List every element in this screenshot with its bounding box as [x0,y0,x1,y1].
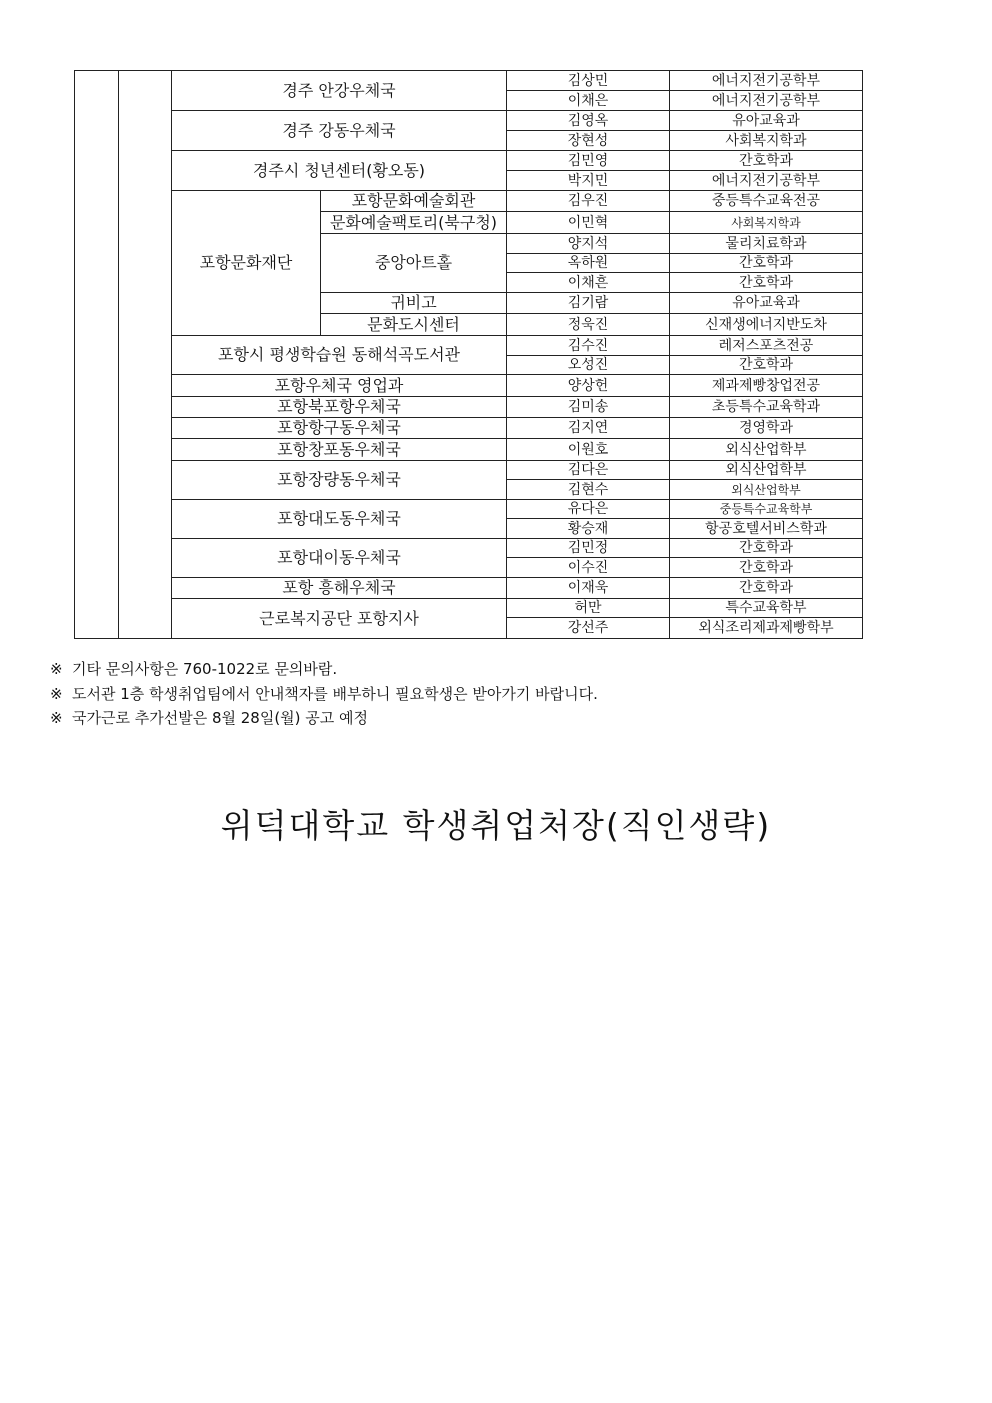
student-name-cell: 황승재 [507,519,670,539]
org-cell: 포항장량동우체국 [172,461,507,500]
table-row [75,336,863,356]
note-text: 기타 문의사항은 760-1022로 문의바람. [72,660,338,678]
department-cell: 중등특수교육학부 [670,500,863,519]
student-name-cell: 김현수 [507,480,670,500]
org-cell: 포항문화재단 [172,191,321,336]
department-cell: 유아교육과 [670,111,863,131]
department-cell: 간호학과 [670,151,863,171]
department-cell: 에너지전기공학부 [670,71,863,91]
venue-cell: 포항문화예술회관 [321,191,507,212]
note-text: 국가근로 추가선발은 8월 28일(월) 공고 예정 [72,709,369,727]
student-name-cell: 장현성 [507,131,670,151]
student-name-cell: 이민혁 [507,212,670,234]
category-column-blank [75,71,119,639]
student-name-cell: 김민영 [507,151,670,171]
org-cell: 포항시 평생학습원 동해석곡도서관 [172,336,507,375]
student-name-cell: 김상민 [507,71,670,91]
table-row [75,539,863,558]
department-cell: 간호학과 [670,273,863,293]
table-row [75,397,863,418]
notes-section [50,657,598,731]
student-name-cell: 김우진 [507,191,670,212]
department-cell: 에너지전기공학부 [670,171,863,191]
org-cell: 경주 안강우체국 [172,71,507,111]
venue-cell: 문화예술팩토리(북구청) [321,212,507,234]
department-cell: 특수교육학부 [670,599,863,618]
department-cell: 사회복지학과 [670,131,863,151]
student-name-cell: 이원호 [507,439,670,461]
student-name-cell: 김다은 [507,461,670,480]
table-row [75,111,863,131]
org-cell: 포항북포항우체국 [172,397,507,418]
department-cell: 경영학과 [670,418,863,439]
table-row [75,461,863,480]
student-name-cell: 박지민 [507,171,670,191]
department-cell: 간호학과 [670,356,863,375]
department-cell: 외식산업학부 [670,461,863,480]
student-name-cell: 옥하원 [507,254,670,273]
venue-cell: 귀비고 [321,293,507,314]
student-name-cell: 양상헌 [507,375,670,397]
student-name-cell: 김민정 [507,539,670,558]
student-name-cell: 이재욱 [507,578,670,599]
student-name-cell: 양지석 [507,234,670,254]
department-cell: 간호학과 [670,539,863,558]
department-cell: 외식조리제과제빵학부 [670,618,863,639]
note-inquiry [50,657,598,682]
table-row [75,71,863,91]
department-cell: 레저스포츠전공 [670,336,863,356]
table-row [75,191,863,212]
department-cell: 에너지전기공학부 [670,91,863,111]
assignment-table [74,70,863,639]
department-cell: 유아교육과 [670,293,863,314]
department-cell: 항공호텔서비스학과 [670,519,863,539]
note-additional-selection [50,706,598,731]
issuer-signature-line: 위덕대학교 학생취업처장(직인생략) [220,806,772,845]
student-name-cell: 유다은 [507,500,670,519]
student-name-cell: 오성진 [507,356,670,375]
table-row [75,375,863,397]
student-name-cell: 이채흔 [507,273,670,293]
org-cell: 포항우체국 영업과 [172,375,507,397]
note-text: 도서관 1층 학생취업팀에서 안내책자를 배부하니 필요학생은 받아가기 바랍니다. [72,684,598,703]
department-cell: 외식산업학부 [670,439,863,461]
student-name-cell: 강선주 [507,618,670,639]
reference-mark-icon: ※ [50,709,63,727]
org-cell: 근로복지공단 포항지사 [172,599,507,639]
venue-cell: 문화도시센터 [321,314,507,336]
student-name-cell: 김영옥 [507,111,670,131]
table-row [75,599,863,618]
reference-mark-icon: ※ [50,684,63,703]
student-name-cell: 김지연 [507,418,670,439]
org-cell: 포항항구동우체국 [172,418,507,439]
department-cell: 신재생에너지반도차 [670,314,863,336]
org-cell: 포항대도동우체국 [172,500,507,539]
table-row [75,578,863,599]
org-cell: 포항창포동우체국 [172,439,507,461]
department-cell: 간호학과 [670,578,863,599]
department-cell: 간호학과 [670,558,863,578]
department-cell: 제과제빵창업전공 [670,375,863,397]
table-row [75,151,863,171]
org-cell: 경주 강동우체국 [172,111,507,151]
org-cell: 경주시 청년센터(황오동) [172,151,507,191]
student-name-cell: 허만 [507,599,670,618]
student-name-cell: 이채은 [507,91,670,111]
department-cell: 사회복지학과 [670,212,863,234]
table-row [75,500,863,519]
department-cell: 간호학과 [670,254,863,273]
department-cell: 중등특수교육전공 [670,191,863,212]
subcategory-column-blank [119,71,172,639]
student-name-cell: 이수진 [507,558,670,578]
department-cell: 물리치료학과 [670,234,863,254]
student-name-cell: 김미송 [507,397,670,418]
student-name-cell: 정욱진 [507,314,670,336]
table-row [75,439,863,461]
table-row [75,418,863,439]
department-cell: 외식산업학부 [670,480,863,500]
student-name-cell: 김수진 [507,336,670,356]
note-guidebook [50,682,598,707]
venue-cell: 중앙아트홀 [321,234,507,293]
org-cell: 포항 흥해우체국 [172,578,507,599]
student-name-cell: 김기람 [507,293,670,314]
department-cell: 초등특수교육학과 [670,397,863,418]
reference-mark-icon: ※ [50,660,63,678]
org-cell: 포항대이동우체국 [172,539,507,578]
